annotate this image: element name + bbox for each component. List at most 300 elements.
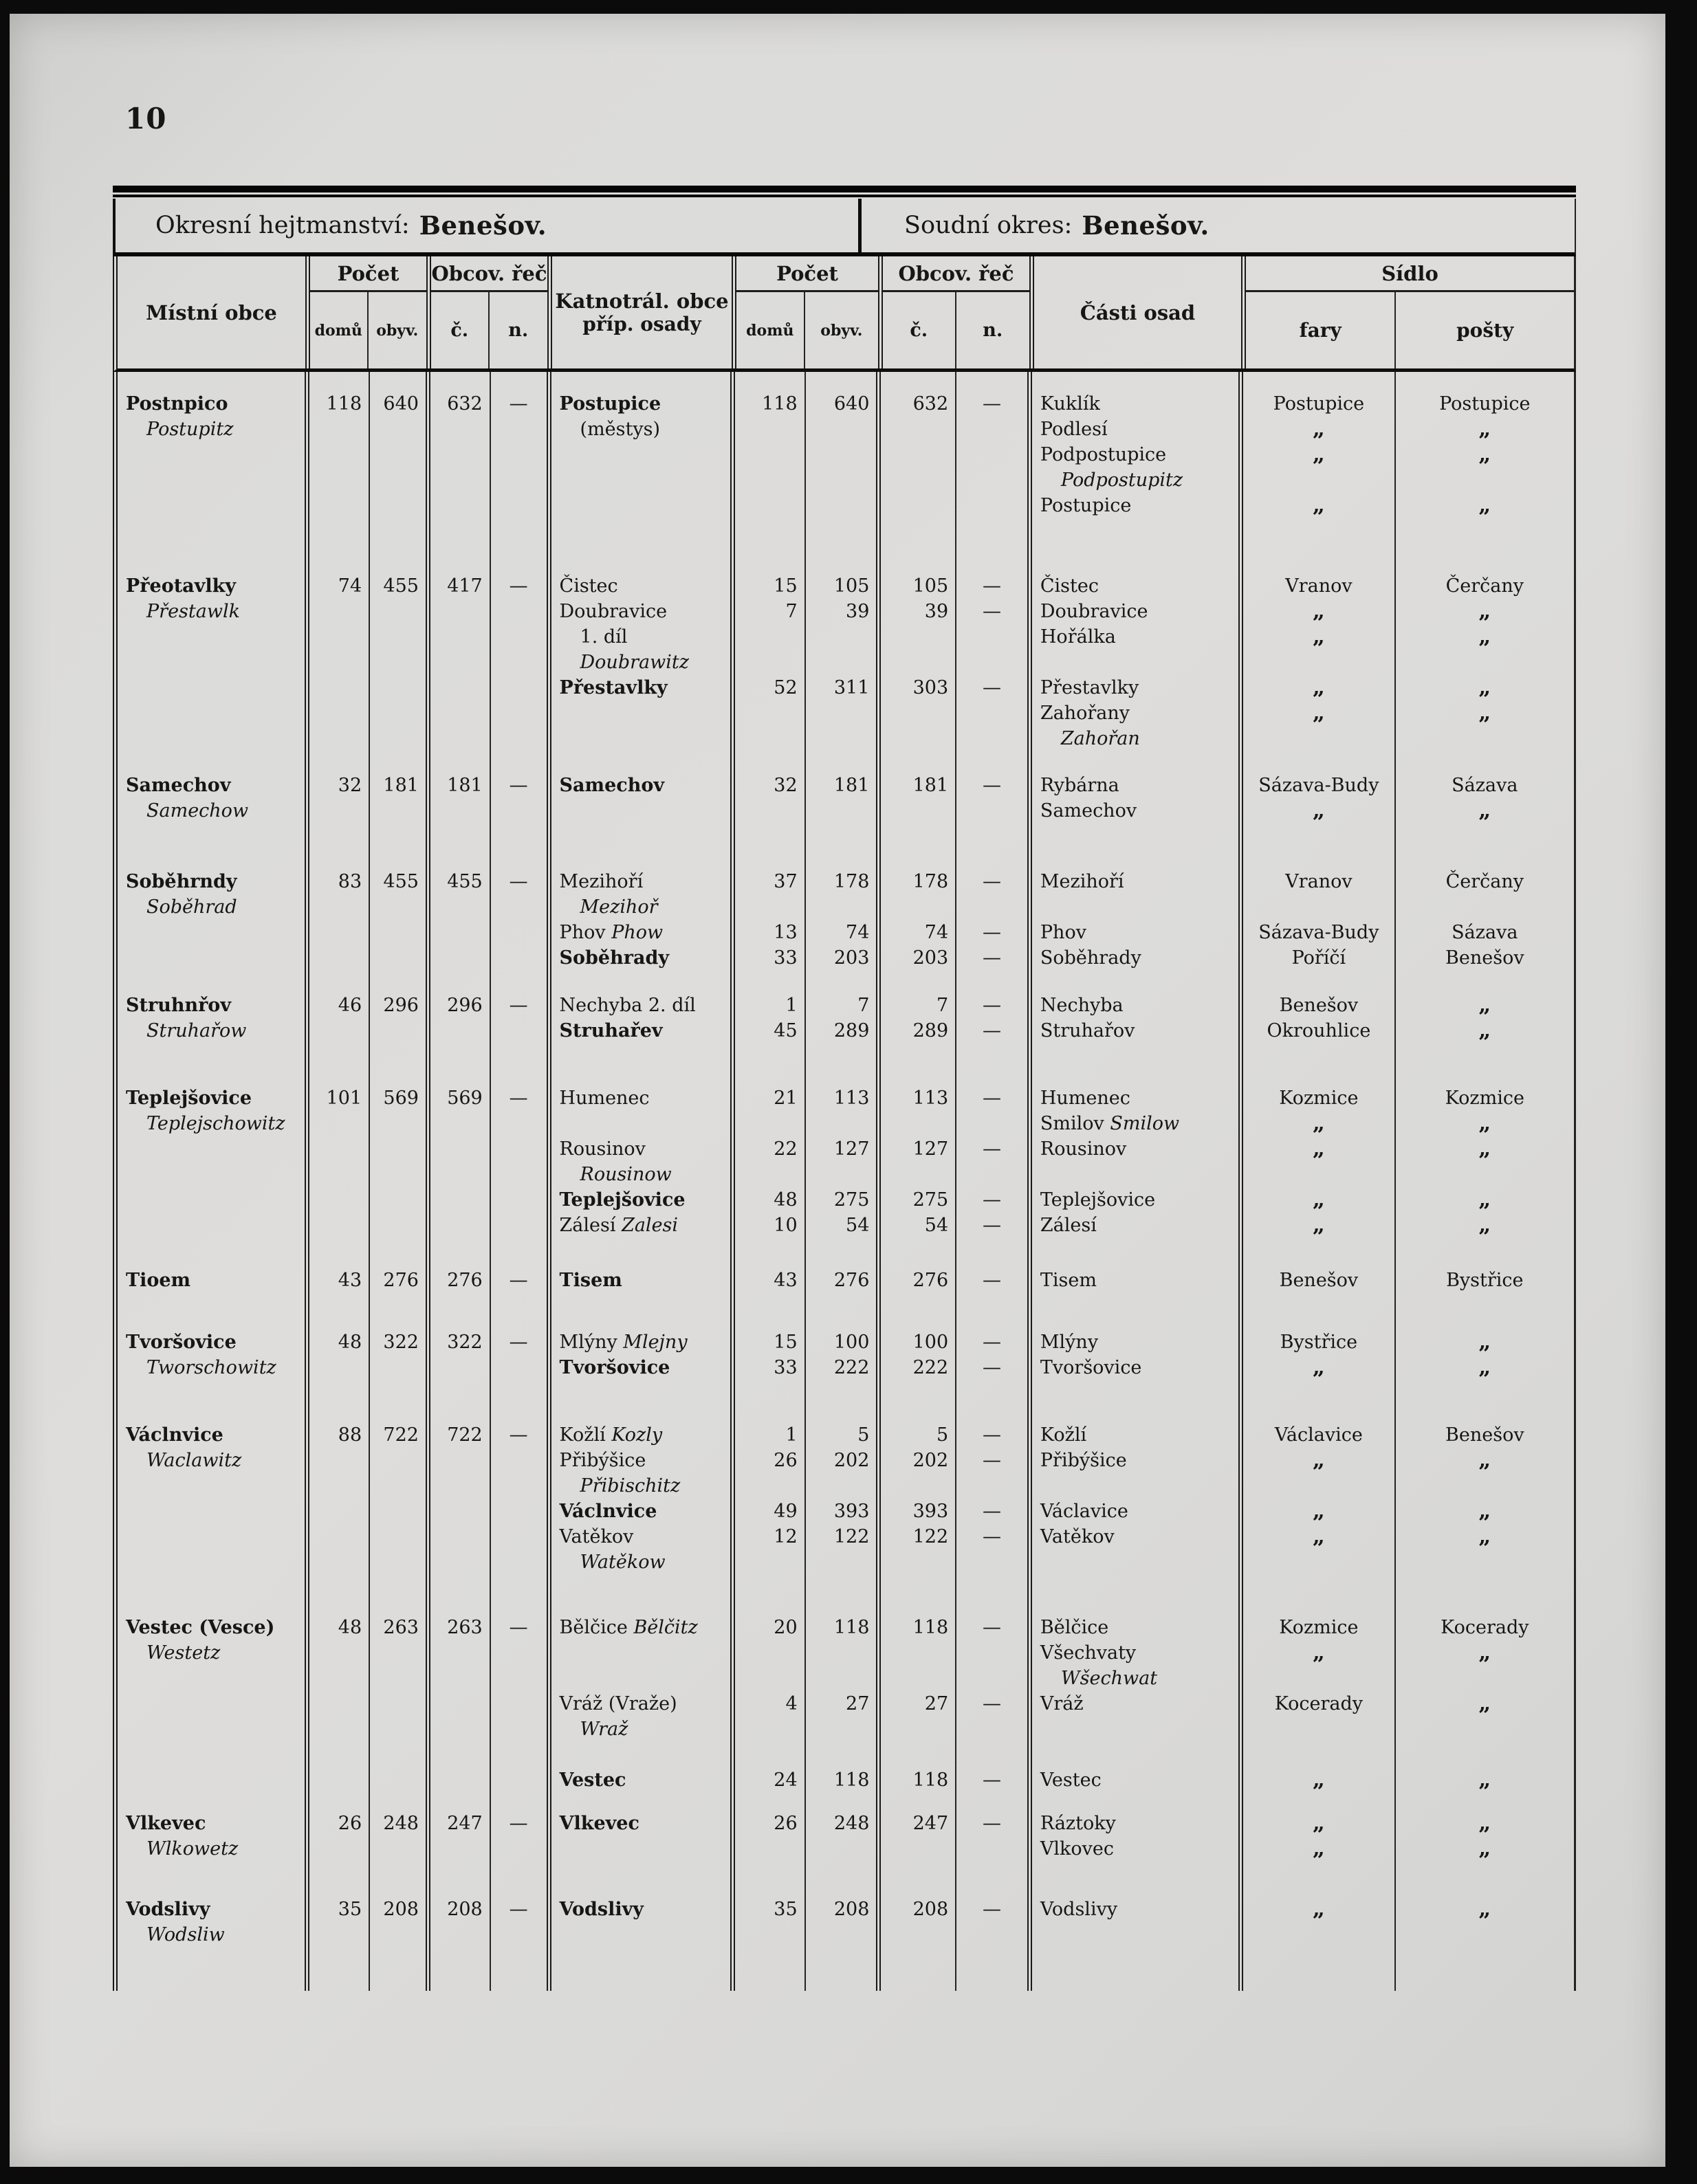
table-line: Rybárna xyxy=(1040,775,1119,796)
table-line: Vestec xyxy=(559,1769,626,1791)
table-line xyxy=(1243,1473,1394,1499)
header-katastralni-obce: Katnotrál. obce příp. osady xyxy=(552,256,736,368)
table-line: Vodslivy xyxy=(1040,1899,1118,1920)
table-line: Kuklík xyxy=(1040,393,1100,415)
title-court-value: Benešov. xyxy=(1082,210,1209,241)
cell-n2 xyxy=(956,1248,1032,1310)
cell-casti xyxy=(1032,1248,1243,1310)
table-line: 74 xyxy=(924,922,949,943)
cell-posty xyxy=(1396,850,1576,973)
table-line: 127 xyxy=(912,1138,949,1160)
table-line: 22 xyxy=(774,1138,798,1160)
title-band xyxy=(113,199,1576,256)
table-line: 640 xyxy=(383,393,419,415)
table-line: „ xyxy=(1478,1187,1491,1212)
cell-casti xyxy=(1032,1596,1243,1791)
cell-o2 xyxy=(806,1596,882,1791)
table-line: „ xyxy=(1312,1448,1325,1472)
cell-kat xyxy=(551,1248,735,1310)
table-line: Přestawlk xyxy=(146,601,240,622)
table-line xyxy=(735,1666,804,1691)
table-line: „ xyxy=(1478,1691,1491,1716)
table-line: — xyxy=(983,1450,1002,1471)
table-line: Kocerady xyxy=(1441,1617,1529,1638)
table-line: Poříčí xyxy=(1291,947,1346,969)
table-line: Nechyba xyxy=(1040,995,1124,1016)
table-line: Soběhrady xyxy=(1040,947,1141,969)
cell-posty xyxy=(1396,1596,1576,1791)
table-line: — xyxy=(509,871,528,892)
cell-obec xyxy=(118,850,309,973)
cell-d2 xyxy=(735,554,806,753)
table-line: Benešov xyxy=(1279,995,1359,1016)
table-line xyxy=(806,1111,877,1136)
cell-o2 xyxy=(806,1791,882,1877)
cell-fary xyxy=(1243,1403,1395,1596)
table-line: — xyxy=(983,1899,1002,1920)
table-line: Bělčice Bělčitz xyxy=(559,1617,698,1638)
table-line: Vráž xyxy=(1040,1693,1084,1714)
cell-n1 xyxy=(491,1877,551,1991)
table-line: 1. díl xyxy=(580,626,628,648)
cell-o1 xyxy=(370,1066,430,1248)
cell-kat xyxy=(551,753,735,850)
cell-fary xyxy=(1243,1248,1395,1310)
cell-o2 xyxy=(806,1248,882,1310)
table-line: „ xyxy=(1312,1187,1325,1212)
scanned-page xyxy=(10,14,1665,2167)
table-line xyxy=(881,1162,955,1187)
cell-d1 xyxy=(309,1248,370,1310)
table-line: Kožlí xyxy=(1040,1424,1087,1446)
table-line: — xyxy=(983,922,1002,943)
cell-d2 xyxy=(735,1791,806,1877)
table-line: Mezihoří xyxy=(559,871,644,892)
table-line xyxy=(956,624,1027,650)
table-line: 311 xyxy=(833,677,870,698)
table-line: Vodslivy xyxy=(126,1899,210,1920)
table-line: 35 xyxy=(774,1899,798,1920)
table-line xyxy=(1396,650,1574,675)
table-line xyxy=(1243,894,1394,920)
table-line: „ xyxy=(1312,417,1325,441)
table-line: 202 xyxy=(912,1450,949,1471)
table-line xyxy=(1243,1742,1394,1767)
table-row xyxy=(118,1877,1576,1991)
table-line: „ xyxy=(1478,417,1491,441)
header-domu-left: domů xyxy=(310,292,369,368)
cell-kat xyxy=(551,372,735,554)
table-line: Vodslivy xyxy=(559,1899,644,1920)
header-obyv-right: obyv. xyxy=(820,321,863,340)
header-group-pocet-left xyxy=(310,256,431,368)
table-line: Postupice xyxy=(1273,393,1365,415)
table-line: Teplejschowitz xyxy=(146,1113,285,1134)
table-line xyxy=(551,1640,730,1666)
table-line xyxy=(881,1640,955,1666)
cell-c1 xyxy=(430,1791,491,1877)
table-line: 33 xyxy=(774,1357,798,1378)
table-line: 26 xyxy=(774,1813,798,1834)
table-line: 48 xyxy=(338,1617,362,1638)
header-casti-osad: Části osad xyxy=(1034,256,1246,368)
table-line xyxy=(1396,1162,1574,1187)
table-line: — xyxy=(983,393,1002,415)
table-line: 83 xyxy=(338,871,362,892)
table-line: Struhařow xyxy=(146,1020,247,1041)
table-line xyxy=(956,1111,1027,1136)
table-line xyxy=(735,894,804,920)
table-line: „ xyxy=(1478,675,1491,700)
table-line: „ xyxy=(1312,1499,1325,1523)
table-line: „ xyxy=(1478,442,1491,467)
cell-d1 xyxy=(309,753,370,850)
cell-c2 xyxy=(881,1248,956,1310)
table-line: 43 xyxy=(774,1270,798,1291)
table-top-rule-thin xyxy=(113,195,1576,197)
table-line: 54 xyxy=(846,1215,870,1236)
table-row xyxy=(118,753,1576,850)
table-line: Teplejšovice xyxy=(126,1088,252,1109)
table-line: Okrouhlice xyxy=(1267,1020,1371,1041)
table-line: Wšechwat xyxy=(1060,1668,1158,1689)
table-line: 27 xyxy=(846,1693,870,1714)
table-line xyxy=(881,1549,955,1575)
table-line: 289 xyxy=(833,1020,870,1041)
table-line: 1 xyxy=(785,1424,798,1446)
table-line: „ xyxy=(1312,675,1325,700)
table-line: Hořálka xyxy=(1040,626,1116,648)
table-line: 393 xyxy=(833,1501,870,1522)
table-row xyxy=(118,973,1576,1066)
table-line xyxy=(806,1717,877,1742)
cell-posty xyxy=(1396,1248,1576,1310)
table-line xyxy=(735,1162,804,1187)
table-line xyxy=(881,1473,955,1499)
table-line: 100 xyxy=(912,1332,949,1353)
table-line: Ráztoky xyxy=(1040,1813,1116,1834)
table-line: Wraž xyxy=(580,1719,628,1740)
table-line: 248 xyxy=(383,1813,419,1834)
cell-c2 xyxy=(881,1877,956,1991)
table-line: „ xyxy=(1312,1136,1325,1161)
table-line: Tworschowitz xyxy=(146,1357,276,1378)
cell-kat xyxy=(551,850,735,973)
table-line: „ xyxy=(1478,493,1491,518)
header-c-left: č. xyxy=(431,292,490,368)
header-pocet-right: Počet xyxy=(736,256,878,292)
table-line: „ xyxy=(1478,1136,1491,1161)
table-line: 1 xyxy=(785,995,798,1016)
table-line: 105 xyxy=(912,575,949,597)
cell-d2 xyxy=(735,1877,806,1991)
table-line: Sázava xyxy=(1452,775,1518,796)
table-line: — xyxy=(983,1138,1002,1160)
table-line: 208 xyxy=(833,1899,870,1920)
table-line: 247 xyxy=(912,1813,949,1834)
cell-d1 xyxy=(309,554,370,753)
table-line xyxy=(1396,1666,1574,1691)
table-line: Phov xyxy=(1040,922,1086,943)
table-line xyxy=(956,1473,1027,1499)
table-line: „ xyxy=(1312,624,1325,649)
cell-c2 xyxy=(881,1066,956,1248)
cell-d1 xyxy=(309,850,370,973)
table-line: 113 xyxy=(912,1088,949,1109)
header-fary: fary xyxy=(1246,292,1396,368)
table-line: 181 xyxy=(383,775,419,796)
cell-kat xyxy=(551,1310,735,1403)
table-line: — xyxy=(983,1189,1002,1211)
table-line: Humenec xyxy=(1040,1088,1130,1109)
cell-casti xyxy=(1032,753,1243,850)
table-line: Vráž (Vraže) xyxy=(559,1693,677,1714)
table-line: Zálesí xyxy=(1040,1215,1097,1236)
table-line: „ xyxy=(1312,1897,1325,1921)
table-line: Vlkovec xyxy=(1040,1838,1114,1860)
table-line: 208 xyxy=(912,1899,949,1920)
table-line: 127 xyxy=(833,1138,870,1160)
cell-n2 xyxy=(956,753,1032,850)
table-line: 5 xyxy=(857,1424,870,1446)
cell-casti xyxy=(1032,1791,1243,1877)
header-n-right: n. xyxy=(983,320,1003,341)
table-line: — xyxy=(983,1215,1002,1236)
cell-c2 xyxy=(881,372,956,554)
table-line xyxy=(551,1666,730,1691)
table-line xyxy=(806,894,877,920)
table-line: 45 xyxy=(774,1020,798,1041)
table-line: 13 xyxy=(774,922,798,943)
table-line: 276 xyxy=(912,1270,949,1291)
cell-n2 xyxy=(956,1310,1032,1403)
table-line: „ xyxy=(1478,1448,1491,1472)
table-line: „ xyxy=(1478,701,1491,725)
table-line xyxy=(1396,1717,1574,1742)
table-line: 632 xyxy=(912,393,949,415)
table-row xyxy=(118,1403,1576,1596)
table-line: Bystřice xyxy=(1446,1270,1524,1291)
table-line: Přestavlky xyxy=(559,677,668,698)
table-line xyxy=(1243,467,1394,493)
table-line xyxy=(956,1717,1027,1742)
table-line: 322 xyxy=(383,1332,419,1353)
table-line: — xyxy=(509,775,528,796)
table-line: 26 xyxy=(338,1813,362,1834)
table-line: Všechvaty xyxy=(1040,1642,1137,1664)
table-line: 39 xyxy=(924,601,949,622)
header-group-pocet-right xyxy=(736,256,883,368)
table-line: „ xyxy=(1478,1355,1491,1380)
table-line: 276 xyxy=(833,1270,870,1291)
table-line: 178 xyxy=(912,871,949,892)
table-line: Mlýny Mlejny xyxy=(559,1332,688,1353)
table-line: — xyxy=(983,947,1002,969)
cell-fary xyxy=(1243,1791,1395,1877)
table-line xyxy=(881,1666,955,1691)
table-line: — xyxy=(983,775,1002,796)
cell-c2 xyxy=(881,1403,956,1596)
cell-posty xyxy=(1396,973,1576,1066)
table-line: 48 xyxy=(774,1189,798,1211)
table-line: 640 xyxy=(833,393,870,415)
cell-c1 xyxy=(430,372,491,554)
table-line: „ xyxy=(1312,1640,1325,1665)
table-line: Čerčany xyxy=(1445,871,1524,892)
table-line xyxy=(1243,1162,1394,1187)
table-line xyxy=(1243,1717,1394,1742)
table-line: Přeotavlky xyxy=(126,575,237,597)
table-line: 569 xyxy=(447,1088,483,1109)
cell-d1 xyxy=(309,372,370,554)
table-line: Vranov xyxy=(1285,575,1353,597)
table-line: — xyxy=(983,1270,1002,1291)
table-line xyxy=(956,1666,1027,1691)
table-line: Rousinow xyxy=(580,1164,672,1185)
cell-kat xyxy=(551,554,735,753)
table-line: 122 xyxy=(833,1526,870,1547)
page-number: 10 xyxy=(125,102,167,135)
cell-kat xyxy=(551,1596,735,1791)
cell-n1 xyxy=(491,1310,551,1403)
table-line: „ xyxy=(1478,1018,1491,1043)
table-line: Kozmice xyxy=(1279,1617,1359,1638)
table-line: 222 xyxy=(833,1357,870,1378)
table-row xyxy=(118,1066,1576,1248)
cell-n2 xyxy=(956,1066,1032,1248)
cell-d1 xyxy=(309,1310,370,1403)
table-line: 322 xyxy=(447,1332,483,1353)
cell-o1 xyxy=(370,554,430,753)
table-line: 178 xyxy=(833,871,870,892)
table-line: — xyxy=(509,1617,528,1638)
table-line: 32 xyxy=(338,775,362,796)
cell-c2 xyxy=(881,1310,956,1403)
table-line: „ xyxy=(1478,1811,1491,1835)
cell-posty xyxy=(1396,372,1576,554)
cell-o1 xyxy=(370,1596,430,1791)
table-line: Soběhrad xyxy=(146,896,237,918)
table-line: „ xyxy=(1312,798,1325,823)
table-line: — xyxy=(983,1088,1002,1109)
cell-d2 xyxy=(735,973,806,1066)
table-line: „ xyxy=(1478,1640,1491,1665)
cell-n1 xyxy=(491,973,551,1066)
cell-n1 xyxy=(491,753,551,850)
table-line: 5 xyxy=(936,1424,949,1446)
table-line: 10 xyxy=(774,1215,798,1236)
table-line: 181 xyxy=(833,775,870,796)
cell-c1 xyxy=(430,973,491,1066)
table-line: „ xyxy=(1312,1836,1325,1861)
table-line: 118 xyxy=(833,1617,870,1638)
cell-o2 xyxy=(806,1877,882,1991)
table-line: 632 xyxy=(447,393,483,415)
table-line xyxy=(1032,894,1238,920)
header-obyv-left: obyv. xyxy=(376,321,419,340)
cell-c1 xyxy=(430,1403,491,1596)
title-district-label: Okresní hejtmanství: xyxy=(155,212,410,239)
table-line xyxy=(735,1549,804,1575)
table-line xyxy=(1032,650,1238,675)
table-line: 33 xyxy=(774,947,798,969)
cell-d1 xyxy=(309,1066,370,1248)
table-row xyxy=(118,554,1576,753)
table-line xyxy=(1032,1473,1238,1499)
table-line: 24 xyxy=(774,1769,798,1791)
table-line: „ xyxy=(1312,599,1325,624)
table-line xyxy=(735,650,804,675)
header-group-sidlo xyxy=(1246,256,1574,368)
table-line: 48 xyxy=(338,1332,362,1353)
table-line: — xyxy=(509,1088,528,1109)
table-line: 39 xyxy=(846,601,870,622)
table-line: — xyxy=(983,1769,1002,1791)
cell-casti xyxy=(1032,973,1243,1066)
cell-obec xyxy=(118,1310,309,1403)
table-line: „ xyxy=(1312,701,1325,725)
cell-fary xyxy=(1243,753,1395,850)
table-line: Rousinov xyxy=(559,1138,646,1160)
cell-n1 xyxy=(491,1596,551,1791)
cell-o1 xyxy=(370,753,430,850)
cell-n2 xyxy=(956,1403,1032,1596)
cell-casti xyxy=(1032,1403,1243,1596)
table-line xyxy=(1396,467,1574,493)
cell-c1 xyxy=(430,1596,491,1791)
cell-d2 xyxy=(735,850,806,973)
cell-c1 xyxy=(430,1310,491,1403)
table-line: Přibýšice xyxy=(1040,1450,1127,1471)
cell-n2 xyxy=(956,850,1032,973)
cell-n1 xyxy=(491,372,551,554)
table-line: Humenec xyxy=(559,1088,650,1109)
table-line: — xyxy=(509,575,528,597)
table-line: Phov Phow xyxy=(559,922,664,943)
cell-fary xyxy=(1243,372,1395,554)
cell-d2 xyxy=(735,753,806,850)
cell-c2 xyxy=(881,850,956,973)
table-line xyxy=(806,1549,877,1575)
table-line: Benešov xyxy=(1279,1270,1359,1291)
table-line: 12 xyxy=(774,1526,798,1547)
table-line: — xyxy=(983,1617,1002,1638)
title-district xyxy=(116,199,862,252)
cell-kat xyxy=(551,1791,735,1877)
table-line: 118 xyxy=(326,393,362,415)
table-line: 27 xyxy=(924,1693,949,1714)
table-line: Kozmice xyxy=(1279,1088,1359,1109)
table-line: 49 xyxy=(774,1501,798,1522)
table-line xyxy=(735,1473,804,1499)
table-line xyxy=(956,650,1027,675)
cell-casti xyxy=(1032,1877,1243,1991)
cell-o1 xyxy=(370,1310,430,1403)
cell-d2 xyxy=(735,1596,806,1791)
cell-fary xyxy=(1243,1066,1395,1248)
cell-kat xyxy=(551,1877,735,1991)
table-line: 105 xyxy=(833,575,870,597)
table-line: Rousinov xyxy=(1040,1138,1127,1160)
table-line: Mezihoří xyxy=(1040,871,1124,892)
table-line: 275 xyxy=(833,1189,870,1211)
cell-fary xyxy=(1243,850,1395,973)
table-line xyxy=(806,1162,877,1187)
table-line: „ xyxy=(1478,1897,1491,1921)
title-court-label: Soudní okres: xyxy=(904,212,1073,239)
table-line: Přibýšice xyxy=(559,1450,646,1471)
table-line: „ xyxy=(1312,442,1325,467)
